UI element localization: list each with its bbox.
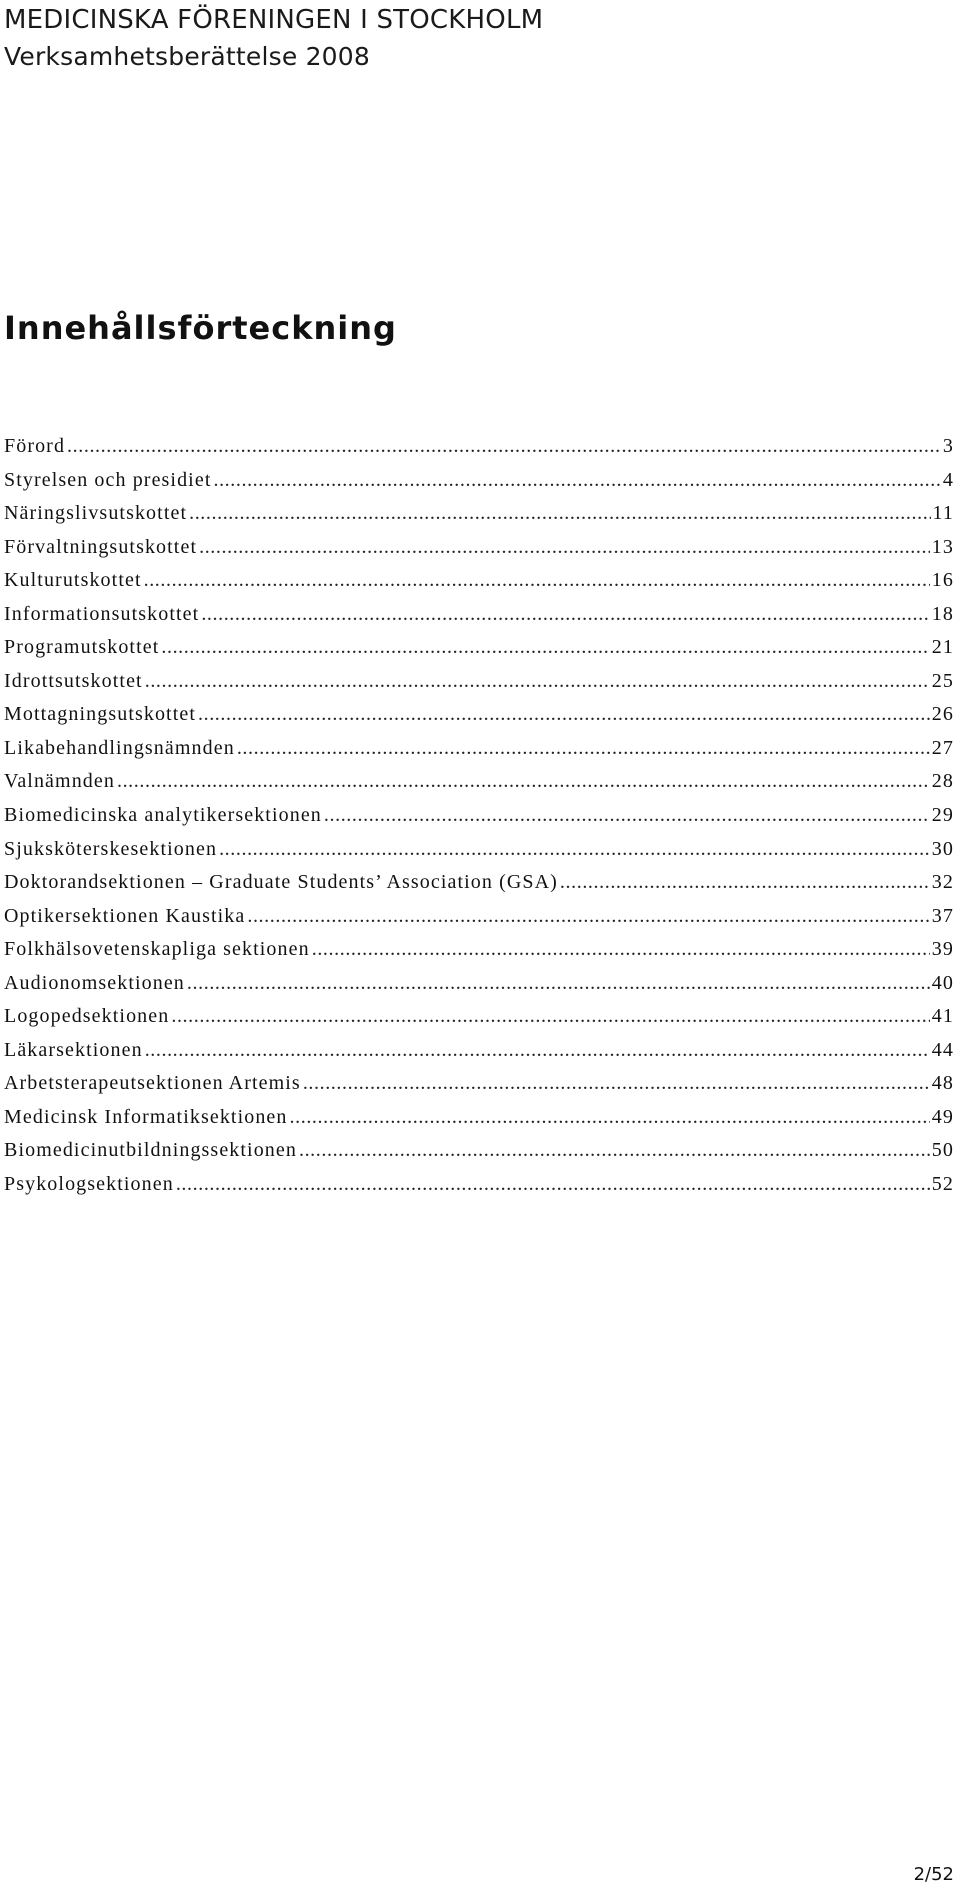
dot-leader <box>290 1101 930 1135</box>
toc-entry-page: 52 <box>931 1173 954 1196</box>
toc-entry[interactable] <box>4 564 954 598</box>
toc-entry[interactable] <box>4 430 954 464</box>
toc-entry-label: Mottagningsutskottet <box>4 703 196 726</box>
dot-leader <box>324 799 930 833</box>
toc-entry-page: 26 <box>931 703 954 726</box>
dot-leader <box>144 564 930 598</box>
toc-entry-page: 28 <box>931 770 954 793</box>
toc-entry-label: Förvaltningsutskottet <box>4 535 198 558</box>
toc-entry[interactable] <box>4 1034 954 1068</box>
page-header <box>4 0 543 74</box>
toc-entry-page: 11 <box>932 502 954 525</box>
toc-entry[interactable] <box>4 698 954 732</box>
table-of-contents <box>4 430 954 1202</box>
dot-leader <box>145 1034 930 1068</box>
toc-entry[interactable] <box>4 900 954 934</box>
toc-entry[interactable] <box>4 799 954 833</box>
toc-entry-label: Biomedicinska analytikersektionen <box>4 804 322 827</box>
toc-entry-page: 44 <box>931 1038 954 1061</box>
toc-entry-label: Optikersektionen Kaustika <box>4 904 246 927</box>
toc-entry[interactable] <box>4 531 954 565</box>
toc-entry-label: Programutskottet <box>4 636 160 659</box>
toc-entry-page: 27 <box>931 736 954 759</box>
dot-leader <box>213 464 940 498</box>
dot-leader <box>176 1168 930 1202</box>
toc-entry-page: 49 <box>931 1105 954 1128</box>
dot-leader <box>171 1000 929 1034</box>
dot-leader <box>198 698 930 732</box>
dot-leader <box>560 866 930 900</box>
toc-entry[interactable] <box>4 1000 954 1034</box>
toc-entry[interactable] <box>4 497 954 531</box>
toc-entry-label: Psykologsektionen <box>4 1173 174 1196</box>
toc-entry-label: Kulturutskottet <box>4 569 142 592</box>
toc-entry-page: 41 <box>931 1005 954 1028</box>
toc-entry-page: 16 <box>931 569 954 592</box>
toc-entry-page: 29 <box>931 804 954 827</box>
toc-entry-label: Valnämnden <box>4 770 115 793</box>
toc-entry-page: 30 <box>931 837 954 860</box>
toc-entry-page: 21 <box>931 636 954 659</box>
toc-entry[interactable] <box>4 967 954 1001</box>
toc-entry-label: Idrottsutskottet <box>4 669 143 692</box>
toc-entry-page: 3 <box>942 435 954 457</box>
dot-leader <box>312 933 930 967</box>
toc-entry-label: Styrelsen och presidiet <box>4 468 212 491</box>
dot-leader <box>219 833 930 867</box>
dot-leader <box>161 631 929 665</box>
dot-leader <box>187 967 930 1001</box>
toc-entry-page: 32 <box>931 871 954 894</box>
dot-leader <box>303 1067 930 1101</box>
toc-entry[interactable] <box>4 598 954 632</box>
toc-entry-page: 13 <box>931 535 954 558</box>
toc-entry[interactable] <box>4 464 954 498</box>
toc-entry[interactable] <box>4 732 954 766</box>
toc-entry[interactable] <box>4 1101 954 1135</box>
dot-leader <box>117 765 930 799</box>
toc-entry-label: Arbetsterapeutsektionen Artemis <box>4 1072 301 1095</box>
dot-leader <box>299 1134 930 1168</box>
toc-entry-page: 4 <box>942 468 954 491</box>
dot-leader <box>199 531 930 565</box>
dot-leader <box>237 732 930 766</box>
toc-entry[interactable] <box>4 631 954 665</box>
page-number: 2/52 <box>913 1864 954 1885</box>
toc-entry[interactable] <box>4 665 954 699</box>
dot-leader <box>247 900 929 934</box>
toc-entry-label: Informationsutskottet <box>4 602 200 625</box>
toc-entry[interactable] <box>4 1067 954 1101</box>
toc-entry[interactable] <box>4 866 954 900</box>
dot-leader <box>67 430 940 464</box>
toc-entry-label: Folkhälsovetenskapliga sektionen <box>4 938 310 961</box>
toc-entry-page: 40 <box>931 971 954 994</box>
toc-entry-label: Biomedicinutbildningssektionen <box>4 1139 297 1162</box>
toc-entry[interactable] <box>4 833 954 867</box>
toc-entry-page: 25 <box>931 669 954 692</box>
toc-entry-page: 37 <box>931 904 954 927</box>
toc-entry-label: Logopedsektionen <box>4 1005 170 1028</box>
toc-entry-label: Likabehandlingsnämnden <box>4 736 235 759</box>
toc-entry-label: Medicinsk Informatiksektionen <box>4 1105 288 1128</box>
toc-entry-label: Audionomsektionen <box>4 971 185 994</box>
toc-entry-label: Sjuksköterskesektionen <box>4 837 218 860</box>
dot-leader <box>145 665 930 699</box>
toc-entry-page: 48 <box>931 1072 954 1095</box>
toc-entry[interactable] <box>4 933 954 967</box>
report-title: Verksamhetsberättelse 2008 <box>4 42 371 71</box>
dot-leader <box>189 497 930 531</box>
toc-heading: Innehållsförteckning <box>4 309 397 347</box>
organization-name: MEDICINSKA FÖRENINGEN I STOCKHOLM <box>4 5 544 35</box>
toc-entry-label: Förord <box>4 435 66 457</box>
dot-leader <box>201 598 929 632</box>
toc-entry-label: Doktorandsektionen – Graduate Students’ Association (GSA) <box>4 871 558 894</box>
toc-entry[interactable] <box>4 1168 954 1202</box>
toc-entry-page: 18 <box>931 602 954 625</box>
toc-entry-page: 50 <box>931 1139 954 1162</box>
toc-entry-page: 39 <box>931 938 954 961</box>
toc-entry-label: Näringslivsutskottet <box>4 502 188 525</box>
toc-entry[interactable] <box>4 765 954 799</box>
toc-entry-label: Läkarsektionen <box>4 1038 143 1061</box>
toc-entry[interactable] <box>4 1134 954 1168</box>
